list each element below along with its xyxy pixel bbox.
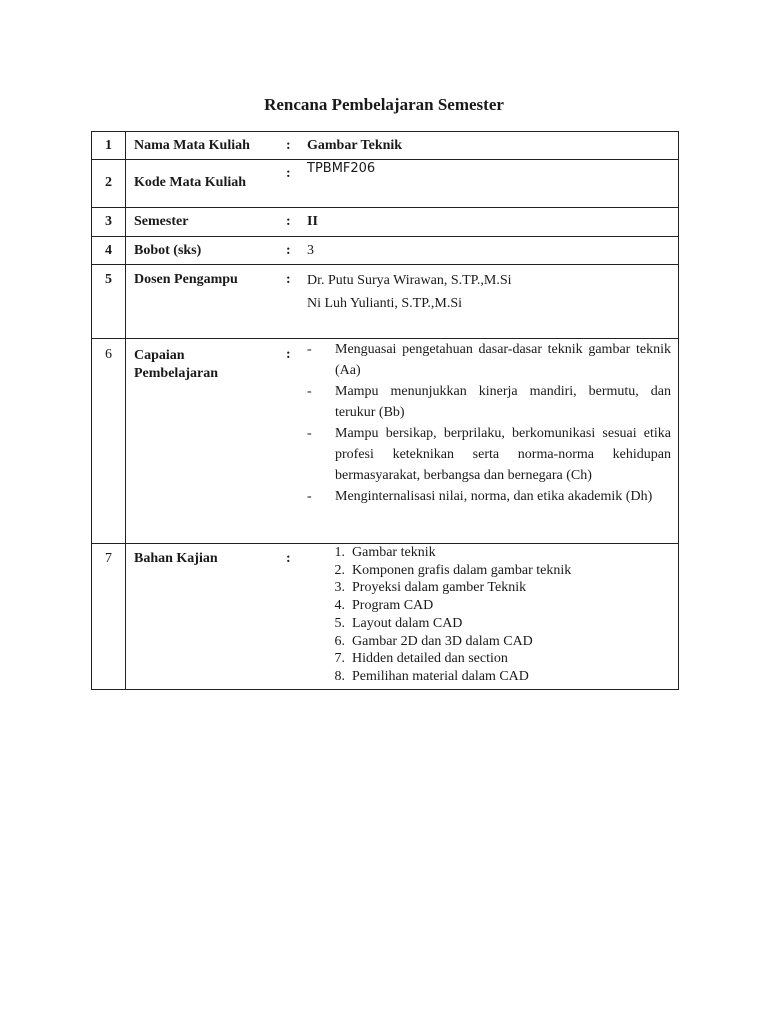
row-number: 1 [92,132,126,160]
row-label: Semester [134,214,189,229]
list-item [307,668,671,686]
list-number: 3. [334,580,345,596]
semester-value: II [307,214,318,229]
list-item-text: Gambar 2D dan 3D dalam CAD [352,633,533,649]
list-item [307,633,671,651]
row-number: 7 [92,544,126,690]
row-number: 4 [92,237,126,265]
row-colon: : [286,166,291,181]
study-materials-list [307,544,671,686]
list-item-text: Gambar teknik [352,545,436,560]
list-number: 1. [334,545,345,560]
course-name: Gambar Teknik [307,138,403,153]
row-number: 6 [92,339,126,544]
list-item [307,339,671,381]
credit-value: 3 [307,243,314,258]
rps-table [91,131,679,690]
list-item [307,579,671,597]
list-item [307,562,671,580]
table-row [92,544,679,690]
list-item-text: Pemilihan material dalam CAD [352,668,529,684]
list-item [307,650,671,668]
bullet-dash: - [307,384,312,399]
row-label: Pembelajaran [134,366,218,381]
list-item [307,597,671,615]
row-number: 3 [92,208,126,237]
course-code: TPBMF206 [307,161,376,176]
list-item-text: Menginternalisasi nilai, norma, dan etika akademik (Dh) [335,489,653,504]
row-colon: : [286,138,291,153]
table-row [92,237,679,265]
row-label: Kode Mata Kuliah [134,175,247,190]
document-title: Rencana Pembelajaran Semester [264,95,504,114]
row-label: Nama Mata Kuliah [134,138,250,153]
bullet-dash: - [307,489,312,504]
list-item [307,615,671,633]
list-item-text: Mampu bersikap, berprilaku, berkomunikasi sesuai etika profesi keteknikan serta norma-norma kehidupan bermasyarakat, berbangsa dan bernegara (Ch) [335,426,671,483]
list-number: 7. [334,651,345,667]
table-row [92,160,679,208]
table-row [92,132,679,160]
row-colon: : [286,243,291,258]
row-label: Bahan Kajian [134,551,218,566]
row-label: Dosen Pengampu [134,272,238,287]
list-number: 6. [334,633,345,649]
row-colon: : [286,214,291,229]
row-colon: : [286,272,291,287]
lecturer-name: Dr. Putu Surya Wirawan, S.TP.,M.Si [307,273,512,288]
list-item-text: Komponen grafis dalam gambar teknik [352,562,572,578]
learning-outcomes-list [307,339,671,507]
list-item-text: Menguasai pengetahuan dasar-dasar teknik gambar teknik (Aa) [335,342,671,378]
lecturer-name: Ni Luh Yulianti, S.TP.,M.Si [307,296,463,311]
list-number: 5. [334,615,345,631]
row-label: Capaian [134,348,185,363]
list-item-text: Mampu menunjukkan kinerja mandiri, bermutu, dan terukur (Bb) [335,384,671,420]
table-row [92,265,679,339]
row-number: 5 [92,265,126,339]
list-item-text: Hidden detailed dan section [352,651,508,667]
list-item [307,423,671,486]
list-item-text: Program CAD [352,598,434,614]
list-item [307,381,671,423]
table-row [92,339,679,544]
list-number: 4. [334,598,345,614]
bullet-dash: - [307,426,312,441]
list-item-text: Layout dalam CAD [352,615,463,631]
row-colon: : [286,551,291,566]
list-item-text: Proyeksi dalam gamber Teknik [352,580,527,596]
list-number: 2. [334,562,345,578]
table-row [92,208,679,237]
list-item [307,544,671,562]
row-number: 2 [92,160,126,208]
row-label: Bobot (sks) [134,243,202,258]
list-item [307,486,671,507]
row-colon: : [286,347,291,362]
list-number: 8. [334,668,345,684]
bullet-dash: - [307,342,312,357]
